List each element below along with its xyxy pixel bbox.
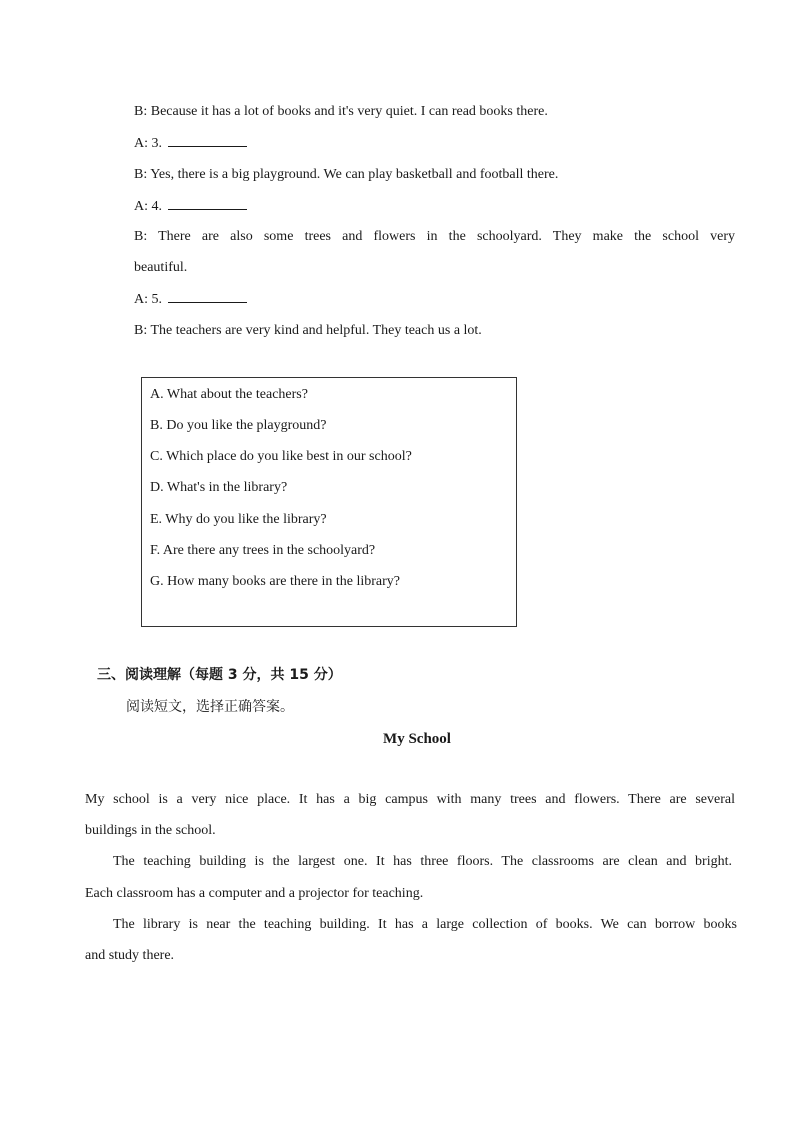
dialogue-line-b-trees-cont: beautiful. xyxy=(134,260,188,275)
options-box xyxy=(141,377,517,627)
passage-p2-line1: The teaching building is the largest one. It has three floors. The classrooms are clean and bright. xyxy=(113,854,732,869)
dialogue-line-a3 xyxy=(134,134,247,153)
answer-blank-5[interactable] xyxy=(168,290,247,303)
passage-p1-line2: buildings in the school. xyxy=(85,823,216,838)
section-instruction: 阅读短文，选择正确答案。 xyxy=(126,699,294,715)
passage-p3-line1: The library is near the teaching building. It has a large collection of books. We can borrow books xyxy=(113,917,737,932)
dialogue-line-b-trees: B: There are also some trees and flowers in the schoolyard. They make the school very xyxy=(134,229,735,244)
dialogue-line-a5 xyxy=(134,290,247,309)
option-e: E. Why do you like the library? xyxy=(150,512,327,527)
passage-p2-line2: Each classroom has a computer and a projector for teaching. xyxy=(85,886,424,901)
passage-title: My School xyxy=(383,731,451,747)
question-number-4: A: 4. xyxy=(134,199,162,214)
dialogue-line-a4 xyxy=(134,197,247,216)
dialogue-line-b-playground: B: Yes, there is a big playground. We can play basketball and football there. xyxy=(134,167,559,182)
passage-p1-line1: My school is a very nice place. It has a big campus with many trees and flowers. There are several xyxy=(85,792,735,807)
answer-blank-3[interactable] xyxy=(168,134,247,147)
dialogue-line-b-library: B: Because it has a lot of books and it's very quiet. I can read books there. xyxy=(134,104,548,119)
option-c: C. Which place do you like best in our school? xyxy=(150,449,412,464)
passage-p3-line2: and study there. xyxy=(85,948,175,963)
section-title: 三、阅读理解（每题 3 分，共 15 分） xyxy=(97,667,342,683)
question-number-5: A: 5. xyxy=(134,292,162,307)
option-a: A. What about the teachers? xyxy=(150,387,308,402)
dialogue-line-b-teachers: B: The teachers are very kind and helpful. They teach us a lot. xyxy=(134,323,482,338)
option-f: F. Are there any trees in the schoolyard? xyxy=(150,543,376,558)
option-g: G. How many books are there in the library? xyxy=(150,574,400,589)
option-b: B. Do you like the playground? xyxy=(150,418,327,433)
option-d: D. What's in the library? xyxy=(150,480,288,495)
question-number-3: A: 3. xyxy=(134,136,162,151)
answer-blank-4[interactable] xyxy=(168,197,247,210)
